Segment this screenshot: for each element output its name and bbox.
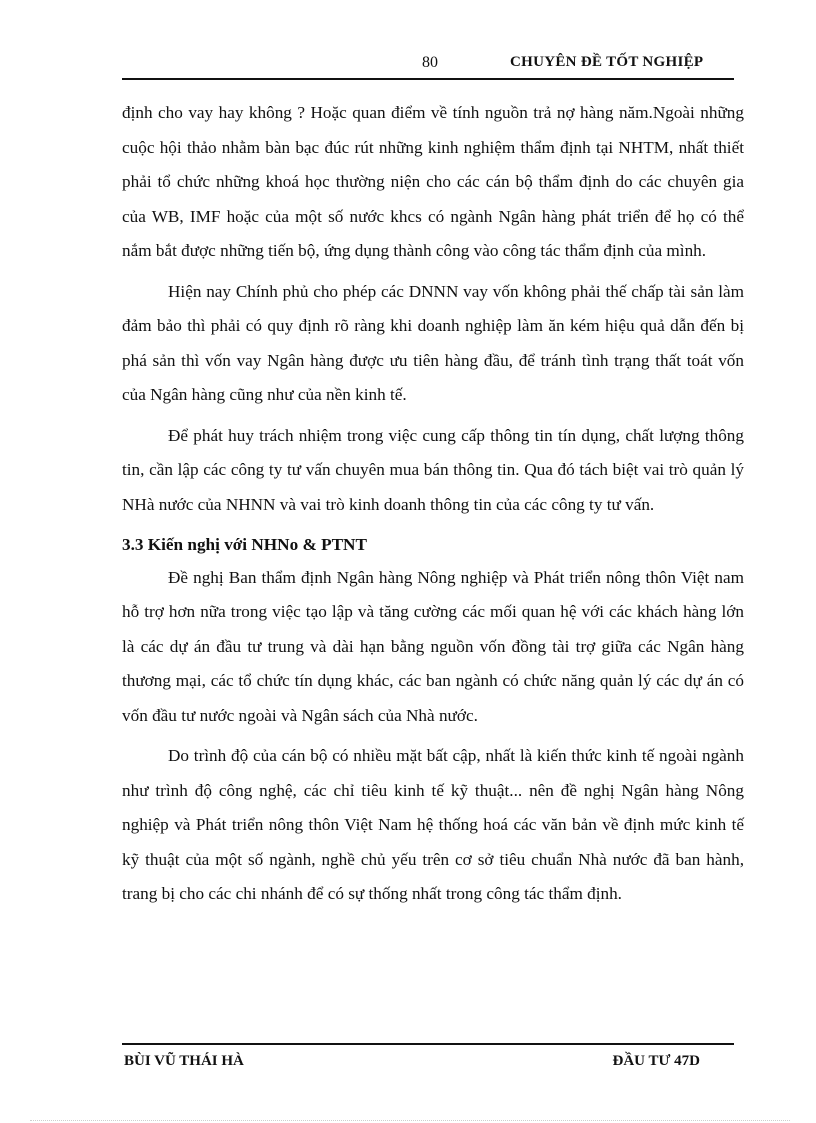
section-heading: 3.3 Kiến nghị với NHNo & PTNT	[122, 535, 367, 554]
paragraph-3: Để phát huy trách nhiệm trong việc cung cấp thông tin tín dụng, chất lượng thông tin, cần lập các công ty tư vấn chuyên mua bán thông tin. Qua đó tách biệt vai trò quản lý NHà nước của NHNN và vai trò kinh doanh thông tin của các công ty tư vấn.	[122, 425, 744, 514]
paragraph-2: Hiện nay Chính phủ cho phép các DNNN vay vốn không phải thế chấp tài sản làm đảm bảo thì phải có quy định rõ ràng khi doanh nghiệp làm ăn kém hiệu quả dẫn đến bị phá sản thì vốn vay Ngân hàng được ưu tiên hàng đầu, để tránh tình trạng thất toát vốn của Ngân hàng cũng như của nền kinh tế.	[122, 281, 744, 404]
paragraph-1: định cho vay hay không ? Hoặc quan điểm về tính nguồn trả nợ hàng năm.Ngoài những cuộc hội thảo nhằm bàn bạc đúc rút những kinh nghiệm thẩm định tại NHTM, nhất thiết phải tổ chức những khoá học thường niện cho các cán bộ thẩm định do các chuyên gia của WB, IMF hoặc của một số nước khcs có ngành Ngân hàng phát triển để họ có thể nắm bắt được những tiến bộ, ứng dụng thành công vào công tác thẩm định của mình.	[122, 103, 744, 260]
class-name: ĐẦU TƯ 47D	[612, 1053, 700, 1069]
page-footer	[122, 1043, 734, 1075]
paragraph-5: Do trình độ của cán bộ có nhiều mặt bất cập, nhất là kiến thức kinh tế ngoài ngành như trình độ công nghệ, các chỉ tiêu kinh tế kỹ thuật... nên đề nghị Ngân hàng Nông nghiệp và Phát triển nông thôn Việt Nam hệ thống hoá các văn bản về định mức kinh tế kỹ thuật của một số ngành, nghề chủ yếu trên cơ sở tiêu chuẩn Nhà nước đã ban hành, trang bị cho các chi nhánh để có sự thống nhất trong công tác thẩm định.	[122, 746, 744, 903]
page-number: 80	[422, 54, 438, 71]
author-name: BÙI VŨ THÁI HÀ	[124, 1053, 244, 1069]
document-title: CHUYÊN ĐỀ TỐT NGHIỆP	[510, 54, 704, 70]
page-header	[122, 50, 734, 80]
page-edge-divider	[30, 1120, 790, 1121]
paragraph-4: Đề nghị Ban thẩm định Ngân hàng Nông nghiệp và Phát triển nông thôn Việt nam hỗ trợ hơn nữa trong việc tạo lập và tăng cường các mối quan hệ với các khách hàng lớn là các dự án đầu tư trung và dài hạn bằng nguồn vốn đồng tài trợ giữa các Ngân hàng thương mại, các tổ chức tín dụng khác, các ban ngành có chức năng quản lý các dự án có vốn đầu tư nước ngoài và Ngân sách của Nhà nước.	[122, 567, 744, 725]
body-content	[122, 96, 744, 918]
